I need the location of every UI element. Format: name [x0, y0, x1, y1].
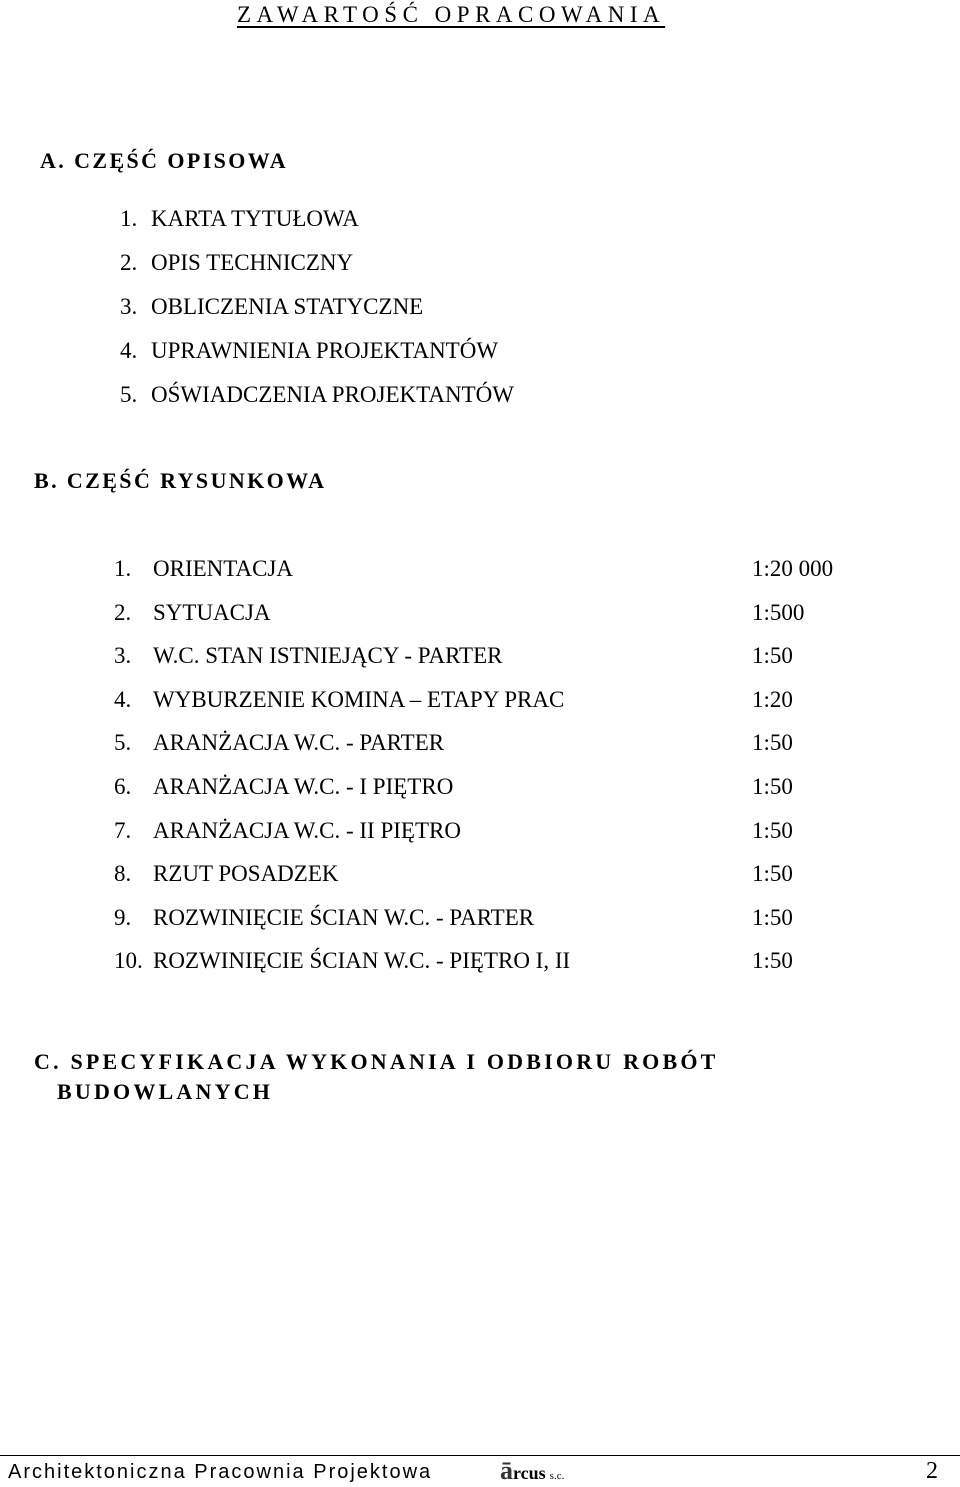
footer-divider: [0, 1455, 960, 1456]
item-label: OPIS TECHNICZNY: [151, 250, 354, 275]
section-a-list: [120, 205, 514, 425]
list-item: [120, 381, 514, 425]
item-scale: 1:500: [752, 599, 805, 625]
item-label: W.C. STAN ISTNIEJĄCY - PARTER: [153, 643, 503, 669]
list-item: [120, 337, 514, 381]
section-c-heading: C. SPECYFIKACJA WYKONANIA I ODBIORU ROBÓT: [34, 1049, 719, 1074]
item-number: 7.: [114, 817, 132, 843]
item-label: KARTA TYTUŁOWA: [151, 206, 359, 231]
section-a-heading: A. CZĘŚĆ OPISOWA: [40, 148, 289, 173]
list-item: [114, 773, 874, 817]
item-scale: 1:50: [752, 643, 793, 669]
list-item: [120, 249, 514, 293]
item-label: ARANŻACJA W.C. - I PIĘTRO: [153, 773, 454, 799]
item-label: ARANŻACJA W.C. - II PIĘTRO: [153, 817, 461, 843]
item-number: 9.: [114, 904, 132, 930]
section-b-list: [114, 555, 874, 991]
list-item: [114, 860, 874, 904]
item-scale: 1:50: [752, 773, 793, 799]
item-label: UPRAWNIENIA PROJEKTANTÓW: [151, 338, 499, 363]
footer-company-name: Architektoniczna Pracownia Projektowa: [8, 1461, 433, 1483]
item-scale: 1:50: [752, 817, 793, 843]
list-item: [120, 293, 514, 337]
item-number: 10.: [114, 948, 143, 974]
item-scale: 1:50: [752, 948, 793, 974]
item-scale: 1:20 000: [752, 556, 834, 581]
list-item: [120, 205, 514, 249]
item-label: RZUT POSADZEK: [153, 861, 339, 887]
item-number: 4.: [114, 686, 132, 712]
item-label: SYTUACJA: [153, 599, 271, 625]
logo-initial: ā: [500, 1456, 513, 1485]
list-item: [114, 729, 874, 773]
item-number: 5.: [114, 730, 132, 756]
document-title: ZAWARTOŚĆ OPRACOWANIA: [237, 2, 666, 27]
item-number: 3.: [114, 643, 132, 669]
item-number: 1.: [120, 206, 138, 231]
item-number: 6.: [114, 773, 132, 799]
list-item: [114, 817, 874, 861]
item-label: WYBURZENIE KOMINA – ETAPY PRAC: [153, 686, 565, 712]
item-number: 4.: [120, 338, 138, 363]
item-scale: 1:50: [752, 730, 793, 756]
item-number: 3.: [120, 294, 138, 319]
item-label: ARANŻACJA W.C. - PARTER: [153, 730, 445, 756]
item-scale: 1:50: [752, 904, 793, 930]
item-number: 8.: [114, 861, 132, 887]
list-item: [114, 947, 874, 991]
item-number: 2.: [120, 250, 138, 275]
item-number: 5.: [120, 382, 138, 407]
item-label: ORIENTACJA: [153, 556, 293, 581]
item-scale: 1:20: [752, 686, 793, 712]
list-item: [114, 904, 874, 948]
list-item: [114, 555, 874, 599]
item-label: ROZWINIĘCIE ŚCIAN W.C. - PARTER: [153, 904, 535, 930]
item-label: OBLICZENIA STATYCZNE: [151, 294, 424, 319]
section-c-heading-continued: BUDOWLANYCH: [57, 1079, 274, 1104]
item-scale: 1:50: [752, 861, 793, 887]
item-label: OŚWIADCZENIA PROJEKTANTÓW: [151, 382, 514, 407]
logo-suffix: s.c.: [549, 1470, 565, 1482]
page-number: 2: [926, 1458, 938, 1484]
item-number: 1.: [114, 556, 132, 581]
company-logo: [500, 1456, 564, 1486]
list-item: [114, 642, 874, 686]
list-item: [114, 599, 874, 643]
item-number: 2.: [114, 599, 132, 625]
section-b-heading: B. CZĘŚĆ RYSUNKOWA: [34, 468, 327, 493]
list-item: [114, 686, 874, 730]
item-label: ROZWINIĘCIE ŚCIAN W.C. - PIĘTRO I, II: [153, 948, 571, 974]
logo-wordmark: rcus: [513, 1463, 546, 1483]
